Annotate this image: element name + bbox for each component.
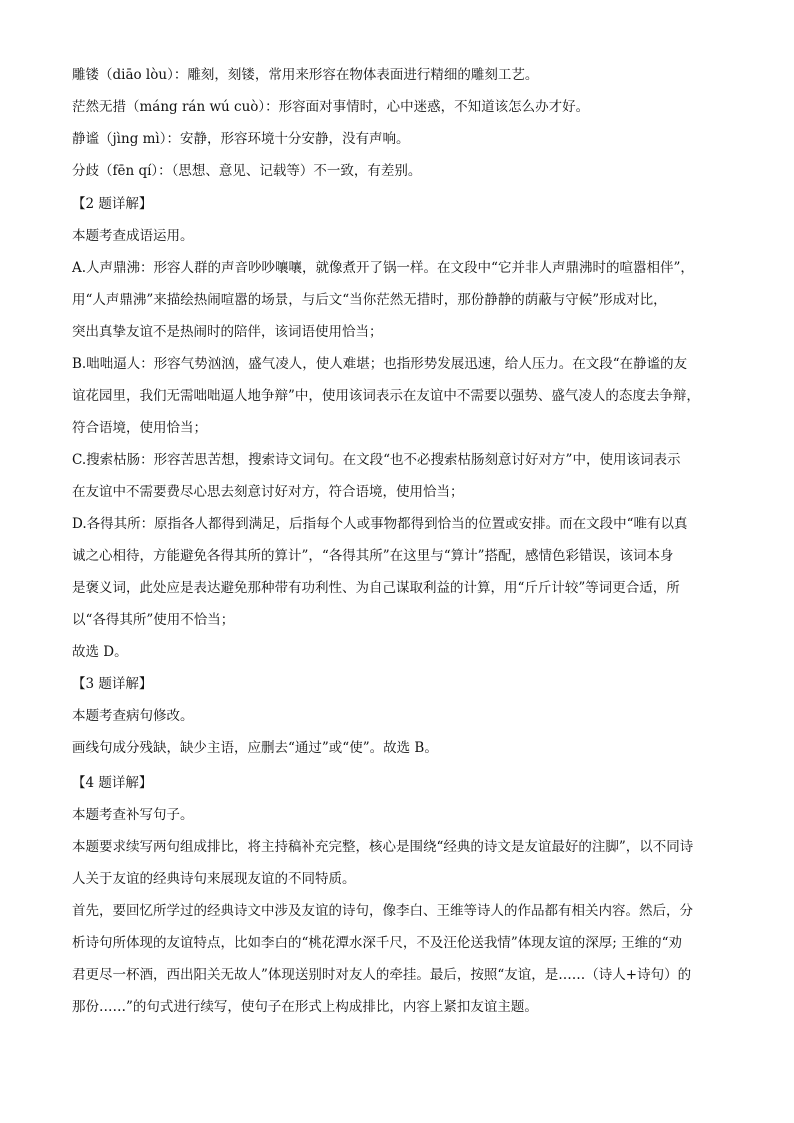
text-line: 人关于友谊的经典诗句来展现友谊的不同特质。: [72, 871, 356, 887]
text-line: 诚之心相待，方能避免各得其所的算计”，“各得其所”在这里与“算计”搭配，感情色彩错误，该词本身: [72, 548, 674, 564]
text-line: 析诗句所体现的友谊特点，比如李白的“桃花潭水深千尺，不及汪伦送我情”体现友谊的深厚; 王维的“劝: [72, 935, 683, 951]
text-line: 在友谊中不需要费尽心思去刻意讨好对方，符合语境，使用恰当；: [72, 484, 464, 500]
text-line: 分歧（fēn qí）：（思想、意见、记载等）不一致，有差别。: [72, 163, 422, 179]
text-line: 本题考查病句修改。: [72, 708, 194, 724]
text-line: A.人声鼎沸：形容人群的声音吵吵嚷嚷，就像煮开了锅一样。在文段中“它并非人声鼎沸时的喧嚣相伴”，: [72, 260, 694, 276]
text-line: 符合语境，使用恰当；: [72, 420, 207, 436]
text-line: 那份……”的句式进行续写，使句子在形式上构成排比，内容上紧扣友谊主题。: [72, 999, 538, 1015]
text-line: 谊花园里，我们无需咄咄逼人地争辩”中，使用该词表示在友谊中不需要以强势、盛气凌人的态度去争辩，: [72, 388, 700, 404]
text-line: 用“人声鼎沸”来描绘热闹喧嚣的场景，与后文“当你茫然无措时，那份静静的荫蔽与守候”形成对比，: [72, 292, 667, 308]
text-line: 本题考查补写句子。: [72, 807, 194, 823]
text-line: 静谧（jìng mì）：安静，形容环境十分安静，没有声响。: [72, 131, 410, 147]
text-line: 本题要求续写两句组成排比，将主持稿补充完整，核心是围绕“经典的诗文是友谊最好的注脚”，以不同诗: [72, 839, 694, 855]
section-heading: 【4 题详解】: [72, 775, 153, 791]
text-line: 画线句成分残缺，缺少主语，应删去“通过”或“使”。故选 B。: [72, 740, 438, 756]
text-line: B.咄咄逼人：形容气势汹汹，盛气凌人，使人难堪；也指形势发展迅速，给人压力。在文段“在静谧的友: [72, 356, 688, 372]
text-line: 茫然无措（máng rán wú cuò）：形容面对事情时，心中迷惑，不知道该怎么办才好。: [72, 99, 590, 115]
text-line: 君更尽一杯酒，西出阳关无故人”体现送别时对友人的牵挂。最后，按照“友谊，是……（诗人+诗句）的: [72, 967, 692, 983]
section-heading: 【3 题详解】: [72, 676, 153, 692]
text-line: 故选 D。: [72, 644, 128, 660]
text-line: D.各得其所：原指各人都得到满足，后指每个人或事物都得到恰当的位置或安排。而在文段中“唯有以真: [72, 516, 688, 532]
text-line: C.搜索枯肠：形容苦思苦想，搜索诗文词句。在文段“也不必搜索枯肠刻意讨好对方”中，使用该词表示: [72, 452, 681, 468]
text-line: 以“各得其所”使用不恰当；: [72, 612, 235, 628]
text-line: 本题考查成语运用。: [72, 228, 194, 244]
text-line: 首先，要回忆所学过的经典诗文中涉及友谊的诗句，像李白、王维等诗人的作品都有相关内容。然后，分: [72, 903, 693, 919]
section-heading: 【2 题详解】: [72, 196, 153, 212]
text-line: 雕镂（diāo lòu）：雕刻，刻镂，常用来形容在物体表面进行精细的雕刻工艺。: [72, 67, 539, 83]
text-line: 是褒义词，此处应是表达避免那种带有功利性、为自己谋取利益的计算，用“斤斤计较”等词更合适，所: [72, 580, 680, 596]
text-line: 突出真挚友谊不是热闹时的陪伴，该词语使用恰当；: [72, 324, 383, 340]
